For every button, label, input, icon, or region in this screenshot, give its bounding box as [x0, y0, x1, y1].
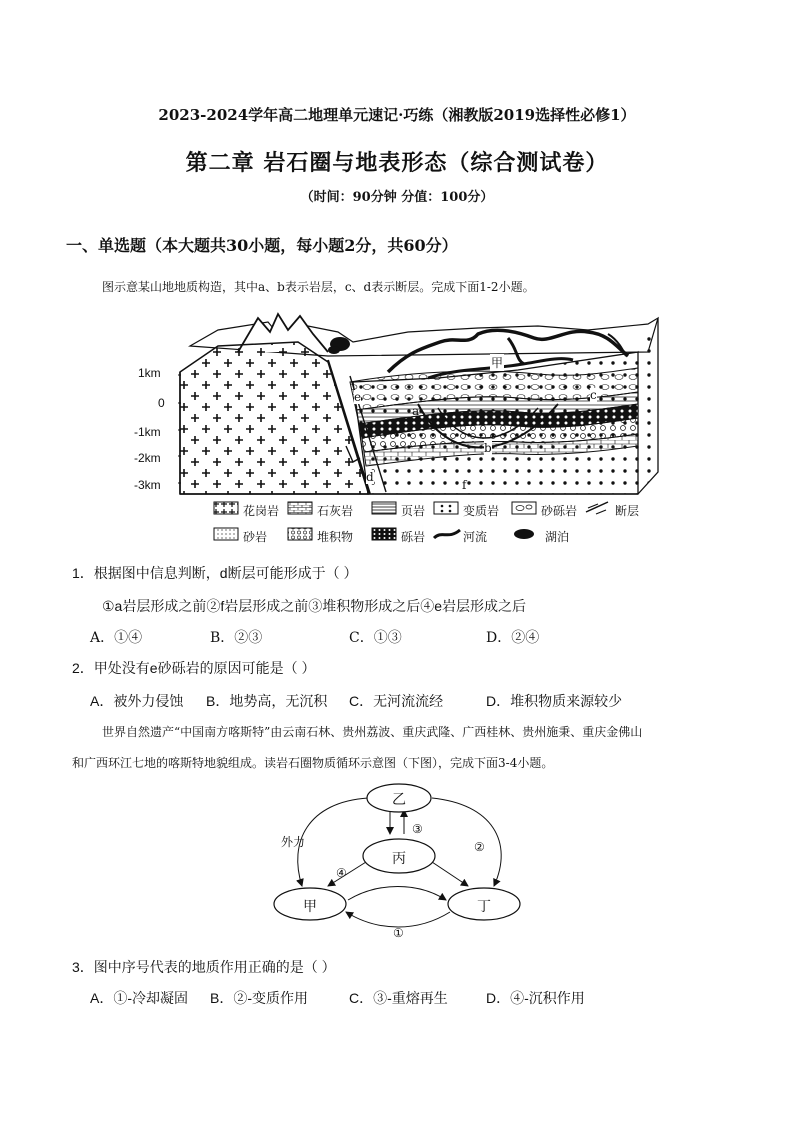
question-1-items: ①a岩层形成之前②f岩层形成之前③堆积物形成之后④e岩层形成之后 — [102, 598, 527, 614]
arrow-label-3: ③ — [412, 822, 423, 836]
node-ding-label: 丁 — [477, 899, 491, 915]
gravel-icon — [372, 528, 396, 540]
point-label-b: b — [484, 441, 492, 455]
intro-text: 世界自然遗产“中国南方喀斯特”由云南石林、贵州荔波、重庆武隆、广西桂林、贵州施秉、重庆金佛山 — [102, 725, 643, 739]
legend-swatches — [212, 500, 672, 546]
sediment-icon — [288, 528, 312, 540]
arrow-label-4: ④ — [336, 866, 347, 880]
limestone-icon — [288, 502, 312, 514]
legend-label: 砂岩 — [243, 530, 268, 544]
legend-label: 花岗岩 — [243, 504, 280, 518]
fault-icon — [586, 502, 608, 514]
question-3-stem: 3．图中序号代表的地质作用正确的是（ ） — [72, 959, 336, 975]
river-icon — [434, 530, 460, 538]
sandstone-icon — [214, 528, 238, 540]
point-label-e: e — [354, 390, 362, 404]
option-b[interactable]: B．地势高，无沉积 — [206, 693, 328, 709]
intro-text: 和广西环江七地的喀斯特地貌组成。读岩石圈物质循环示意图（下图），完成下面3-4小题。 — [72, 756, 554, 770]
option-b[interactable]: B．②-变质作用 — [210, 990, 308, 1006]
metamorphic-icon — [434, 502, 458, 514]
conglomerate-icon — [512, 502, 536, 514]
legend-label: 砂砾岩 — [541, 504, 578, 518]
legend-label: 湖泊 — [545, 530, 570, 544]
legend-label: 页岩 — [401, 504, 426, 518]
point-label-c: c — [590, 388, 597, 402]
question-1-stem: 1．根据图中信息判断，d断层可能形成于（ ） — [72, 565, 358, 581]
option-d[interactable]: D．堆积物质来源较少 — [486, 693, 623, 709]
depth-label: 0 — [158, 396, 165, 410]
section-title: 一、单选题（本大题共30小题，每小题2分，共60分） — [66, 236, 458, 255]
time-info: （时间：90分钟 分值：100分） — [300, 190, 494, 205]
granite-icon — [214, 502, 238, 514]
intro-text: 图示意某山地地质构造，其中a、b表示岩层，c、d表示断层。完成下面1-2小题。 — [102, 280, 535, 294]
option-d[interactable]: D．④-沉积作用 — [486, 990, 585, 1006]
chapter-title: 第二章 岩石圈与地表形态（综合测试卷） — [185, 150, 609, 176]
legend-label: 砾岩 — [401, 530, 426, 544]
point-label-jia: 甲 — [491, 356, 504, 370]
point-label-d: d — [366, 470, 374, 484]
option-c[interactable]: C．③-重熔再生 — [349, 990, 448, 1006]
series-title: 2023-2024学年高二地理单元速记·巧练（湘教版2019选择性必修1） — [158, 106, 636, 124]
legend-label: 断层 — [615, 504, 640, 518]
depth-label: 1km — [138, 366, 161, 380]
legend-label: 石灰岩 — [317, 504, 354, 518]
depth-label: -1km — [134, 425, 161, 439]
legend-label: 河流 — [463, 530, 488, 544]
option-a[interactable]: A．①④ — [90, 630, 143, 646]
option-d[interactable]: D．②④ — [486, 630, 540, 646]
option-c[interactable]: C．无河流流经 — [349, 693, 444, 709]
external-force-label: 外力 — [281, 835, 306, 849]
point-label-a: a — [412, 404, 420, 418]
node-bing-label: 丙 — [392, 851, 406, 867]
option-c[interactable]: C．①③ — [349, 630, 402, 646]
option-a[interactable]: A．被外力侵蚀 — [90, 693, 184, 709]
legend-label: 堆积物 — [317, 530, 354, 544]
depth-label: -2km — [134, 451, 161, 465]
node-jia-label: 甲 — [303, 899, 317, 915]
option-a[interactable]: A．①-冷却凝固 — [90, 990, 188, 1006]
option-b[interactable]: B．②③ — [210, 630, 263, 646]
arrow-label-1: ① — [393, 926, 404, 940]
question-2-stem: 2．甲处没有e砂砾岩的原因可能是（ ） — [72, 660, 316, 676]
arrow-label-2: ② — [474, 840, 485, 854]
shale-icon — [372, 502, 396, 514]
legend-label: 变质岩 — [463, 504, 500, 518]
point-label-f: f — [462, 478, 467, 492]
depth-label: -3km — [134, 478, 161, 492]
node-yi-label: 乙 — [392, 792, 406, 808]
lake-icon — [514, 529, 534, 539]
